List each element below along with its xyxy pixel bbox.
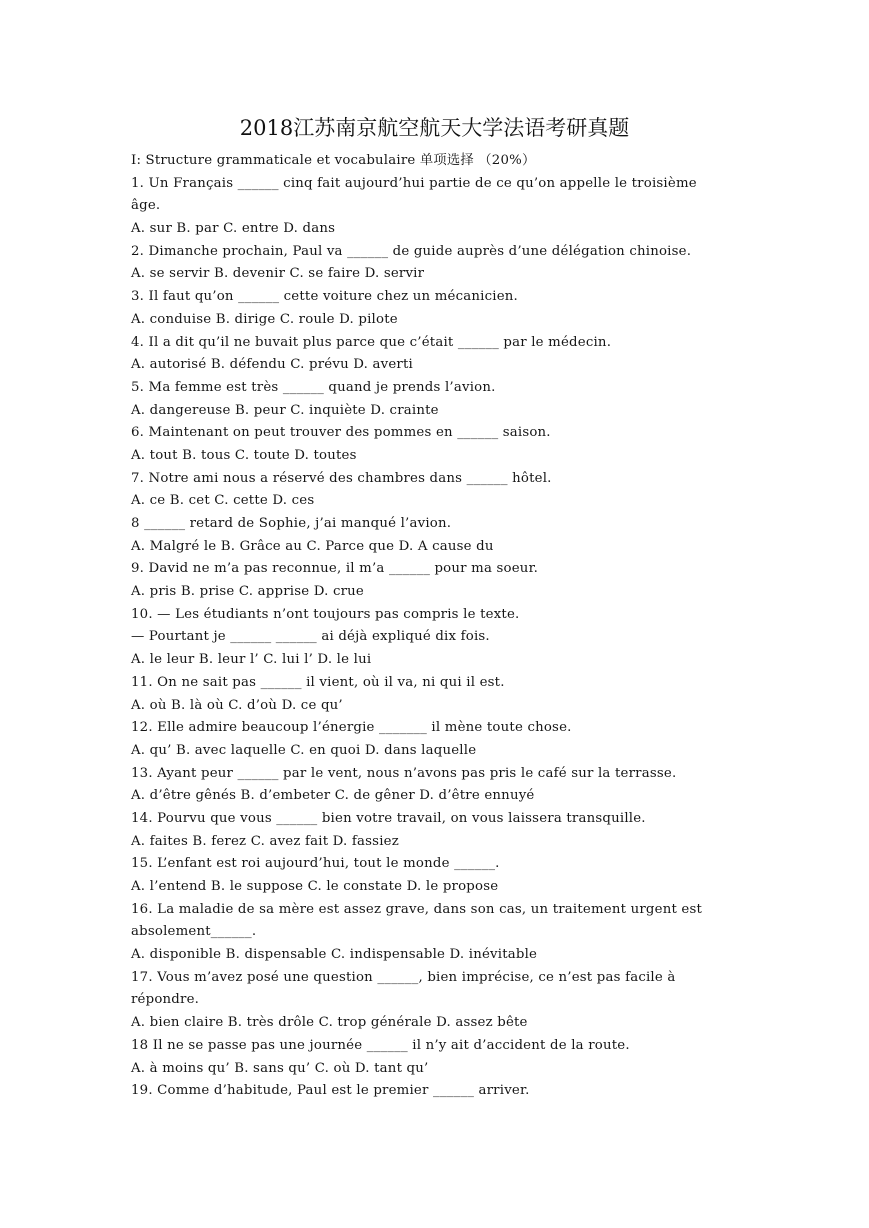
options-17: A. bien claire B. très drôle C. trop générale D. assez bête — [131, 1015, 528, 1031]
question-12: 12. Elle admire beaucoup l’énergie _______ il mène toute chose. — [131, 720, 572, 736]
question-9: 9. David ne m’a pas reconnue, il m’a ______ pour ma soeur. — [131, 561, 539, 577]
section-heading: I: Structure grammaticale et vocabulaire 单项选择 （20%） — [131, 153, 536, 168]
question-18: 18 Il ne se passe pas une journée ______ il n’y ait d’accident de la route. — [131, 1037, 630, 1053]
options-6: A. tout B. tous C. toute D. toutes — [131, 447, 357, 463]
options-18: A. à moins qu’ B. sans qu’ C. où D. tant qu’ — [131, 1060, 429, 1076]
question-11: 11. On ne sait pas ______ il vient, où il va, ni qui il est. — [131, 674, 505, 690]
question-13: 13. Ayant peur ______ par le vent, nous n’avons pas pris le café sur la terrasse. — [131, 765, 677, 781]
question-1: 1. Un Français ______ cinq fait aujourd’hui partie de ce qu’on appelle le troisième — [131, 175, 697, 191]
options-7: A. ce B. cet C. cette D. ces — [131, 493, 315, 509]
question-15: 15. L’enfant est roi aujourd’hui, tout le monde ______. — [131, 856, 500, 872]
options-4: A. autorisé B. défendu C. prévu D. averti — [131, 357, 413, 373]
options-8: A. Malgré le B. Grâce au C. Parce que D. A cause du — [131, 538, 494, 554]
options-16: A. disponible B. dispensable C. indispensable D. inévitable — [131, 947, 538, 963]
question-17-continued: répondre. — [131, 992, 200, 1008]
options-9: A. pris B. prise C. apprise D. crue — [131, 584, 365, 600]
options-3: A. conduise B. dirige C. roule D. pilote — [131, 311, 398, 327]
question-16-continued: absolement______. — [131, 924, 257, 940]
question-8: 8 ______ retard de Sophie, j’ai manqué l’avion. — [131, 516, 452, 531]
options-10: A. le leur B. leur l’ C. lui l’ D. le lui — [131, 652, 372, 668]
options-12: A. qu’ B. avec laquelle C. en quoi D. dans laquelle — [131, 742, 477, 758]
question-2: 2. Dimanche prochain, Paul va ______ de guide auprès d’une délégation chinoise. — [131, 243, 692, 259]
document-title: 2018江苏南京航空航天大学法语考研真题 — [239, 116, 630, 140]
options-1: A. sur B. par C. entre D. dans — [131, 221, 336, 237]
question-16: 16. La maladie de sa mère est assez grave, dans son cas, un traitement urgent est — [131, 901, 703, 917]
question-1-continued: âge. — [131, 198, 161, 214]
question-10: 10. — Les étudiants n’ont toujours pas compris le texte. — [131, 606, 520, 622]
question-10-reply: — Pourtant je ______ ______ ai déjà expliqué dix fois. — [131, 629, 490, 645]
question-7: 7. Notre ami nous a réservé des chambres dans ______ hôtel. — [131, 470, 552, 486]
options-2: A. se servir B. devenir C. se faire D. servir — [131, 266, 425, 282]
options-15: A. l’entend B. le suppose C. le constate D. le propose — [131, 879, 499, 894]
question-6: 6. Maintenant on peut trouver des pommes en ______ saison. — [131, 425, 551, 441]
options-14: A. faites B. ferez C. avez fait D. fassiez — [131, 833, 399, 849]
question-19: 19. Comme d’habitude, Paul est le premier ______ arriver. — [131, 1083, 530, 1099]
question-4: 4. Il a dit qu’il ne buvait plus parce que c’était ______ par le médecin. — [131, 334, 612, 350]
document-body — [131, 150, 741, 1103]
question-3: 3. Il faut qu’on ______ cette voiture chez un mécanicien. — [131, 289, 518, 305]
options-11: A. où B. là où C. d’où D. ce qu’ — [131, 697, 343, 713]
options-13: A. d’être gênés B. d’embeter C. de gêner D. d’être ennuyé — [131, 788, 535, 804]
question-17: 17. Vous m’avez posé une question ______, bien imprécise, ce n’est pas facile à — [131, 969, 676, 985]
question-14: 14. Pourvu que vous ______ bien votre travail, on vous laissera transquille. — [131, 810, 646, 826]
question-5: 5. Ma femme est très ______ quand je prends l’avion. — [131, 379, 496, 395]
options-5: A. dangereuse B. peur C. inquiète D. crainte — [131, 402, 439, 418]
